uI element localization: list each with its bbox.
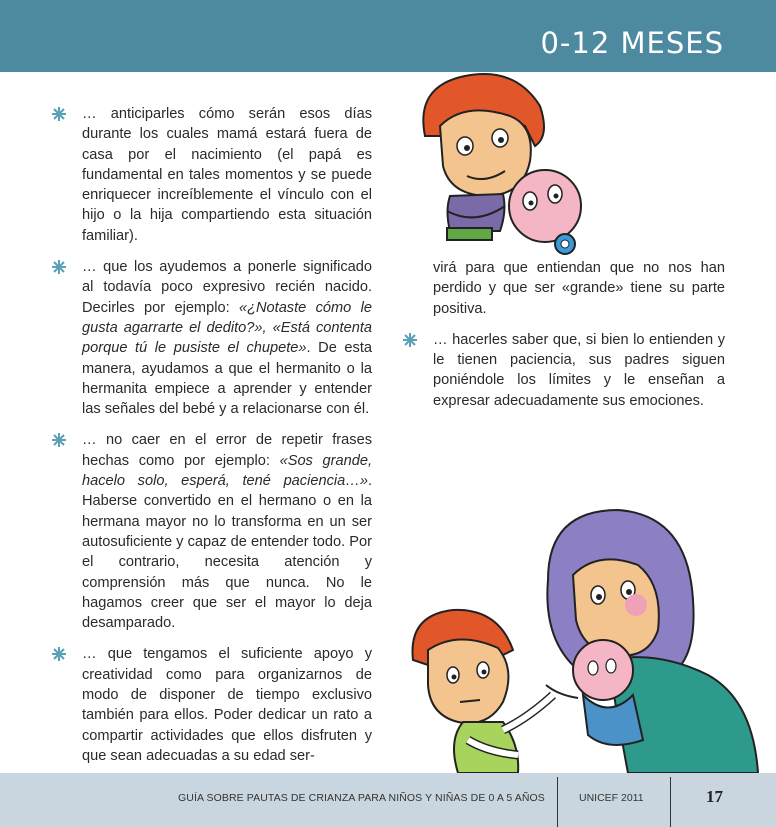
bullet-item — [82, 644, 372, 766]
section-title: 0-12 MESES — [540, 26, 724, 60]
text-segment: … no caer en el error de repetir frases hechas como por ejemplo: — [82, 432, 372, 469]
text-segment: … que los ayudemos a ponerle significado al todavía poco expresivo recién nacido. Decirles por ejemplo: — [82, 259, 372, 316]
footer-organization: UNICEF 2011 — [579, 792, 644, 804]
footer-guide-title: GUÍA SOBRE PAUTAS DE CRIANZA PARA NIÑOS Y NIÑAS DE 0 A 5 AÑOS — [178, 792, 545, 804]
paragraph-text — [82, 104, 372, 246]
paragraph-text — [82, 257, 372, 419]
text-segment: . De esta manera, ayudamos a que el hermanito o la hermanita empiece a aprender y entender las señales del bebé y a relacionarse con él. — [82, 340, 372, 418]
quoted-example: «Sos grande, hacelo solo, esperá, tené paciencia…» — [82, 452, 372, 490]
right-text-column — [433, 258, 725, 422]
bullet-item — [82, 257, 372, 419]
bullet-item — [433, 330, 725, 411]
footer-divider — [670, 777, 671, 827]
text-segment: … hacerles saber que, si bien lo entienden y le tienen paciencia, sus padres siguen poniéndole los límites y le enseñan a expresar adecuadamente sus emociones. — [433, 331, 725, 409]
asterisk-bullet-icon — [52, 260, 66, 274]
asterisk-bullet-icon — [52, 433, 66, 447]
page-header — [0, 0, 776, 72]
page-footer — [0, 773, 776, 827]
paragraph-text — [433, 258, 725, 319]
footer-divider — [557, 777, 558, 827]
text-segment: . Haberse convertido en el hermano o en la hermana mayor no lo transforma en un ser autosuficiente y capaz de entender todo. Por el contrario, necesita atención y comprensión más que nunca. No le hagamos creer que ser el mayor lo deja desamparado. — [82, 473, 372, 632]
asterisk-bullet-icon — [52, 647, 66, 661]
bullet-item — [433, 258, 725, 319]
paragraph-text — [82, 644, 372, 766]
boy-with-baby-illustration — [405, 66, 600, 266]
bullet-item — [82, 104, 372, 246]
paragraph-text — [82, 430, 372, 633]
quoted-example: «¿Notaste cómo le gusta agarrarte el dedito?», «Está contenta porque tú le pusiste el chupete» — [82, 299, 372, 357]
mother-baby-boy-illustration — [408, 490, 776, 773]
text-segment: … que tengamos el suficiente apoyo y creatividad como para organizarnos de modo de disponer de tiempo exclusivo también para ellos. Poder dedicar un rato a compartir actividades que ellos disfruten y que sean adecuadas a su edad ser- — [82, 646, 372, 764]
bullet-item — [82, 430, 372, 633]
page-number: 17 — [706, 787, 723, 806]
asterisk-bullet-icon — [52, 107, 66, 121]
paragraph-text — [433, 330, 725, 411]
text-segment: … anticiparles cómo serán esos días durante los cuales mamá estará fuera de casa por el nacimiento (el papá es fundamental en tales momentos y se puede enriquecer increíblemente el vínculo con el hijo o la hija compartiendo esta situación familiar). — [82, 106, 372, 244]
asterisk-bullet-icon — [403, 333, 417, 347]
text-segment: virá para que entiendan que no nos han perdido y que ser «grande» tiene su parte positiva. — [433, 260, 725, 317]
left-text-column — [82, 104, 372, 777]
